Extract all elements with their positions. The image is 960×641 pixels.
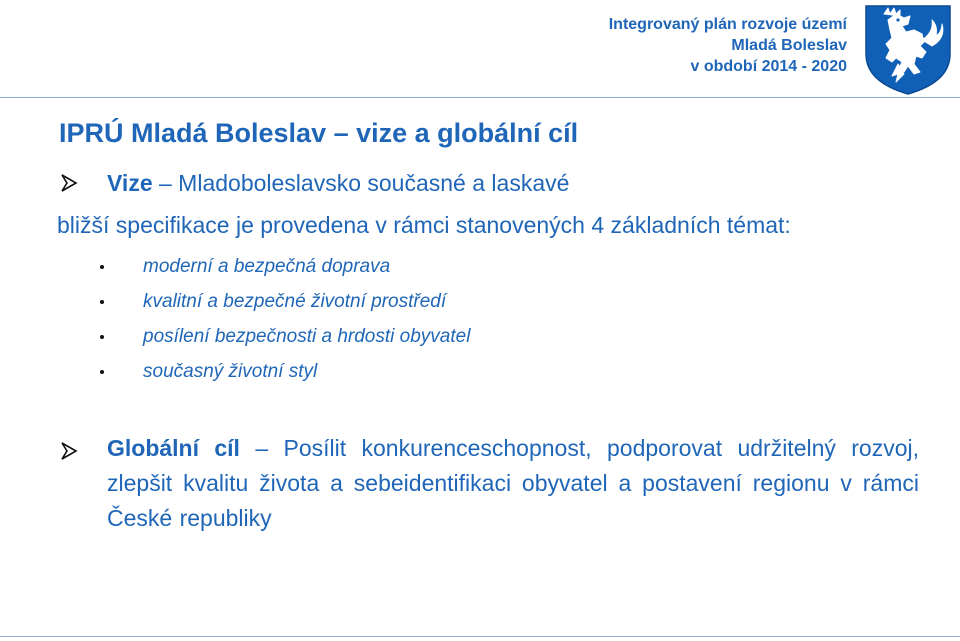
vize-text: – Mladoboleslavsko současné a laskavé — [159, 170, 570, 196]
header-line-3: v období 2014 - 2020 — [690, 58, 847, 75]
topic-text: moderní a bezpečná doprava — [143, 256, 391, 277]
bullet-dot-icon — [100, 370, 104, 374]
vize-line — [107, 170, 569, 197]
bullet-dot-icon — [100, 265, 104, 269]
arrow-bullet-icon — [60, 441, 80, 461]
lion-crest-icon — [862, 2, 954, 96]
global-goal — [107, 431, 919, 536]
vize-label: Vize — [107, 170, 153, 196]
slide-title: IPRÚ Mladá Boleslav – vize a globální cíl — [59, 118, 579, 148]
bullet-dot-icon — [100, 335, 104, 339]
header-divider — [0, 97, 960, 98]
goal-text: – Posílit konkurenceschopnost, podporovat udržitelný rozvoj, zlepšit kvalitu života a sebeidentifikaci obyvatel a postavení regionu v rámci České republiky — [107, 435, 920, 531]
spec-intro: bližší specifikace je provedena v rámci stanovených 4 základních témat: — [57, 212, 791, 238]
topic-text: kvalitní a bezpečné životní prostředí — [143, 291, 447, 312]
bullet-dot-icon — [100, 300, 104, 304]
header-title — [609, 14, 847, 77]
topic-text: současný životní styl — [143, 361, 318, 382]
arrow-bullet-icon — [60, 173, 80, 193]
topic-text: posílení bezpečnosti a hrdosti obyvatel — [143, 326, 471, 347]
header-line-1: Integrovaný plán rozvoje území — [608, 16, 847, 33]
goal-label: Globální cíl — [107, 435, 240, 461]
footer-divider — [0, 636, 960, 637]
header-line-2: Mladá Boleslav — [731, 37, 847, 54]
